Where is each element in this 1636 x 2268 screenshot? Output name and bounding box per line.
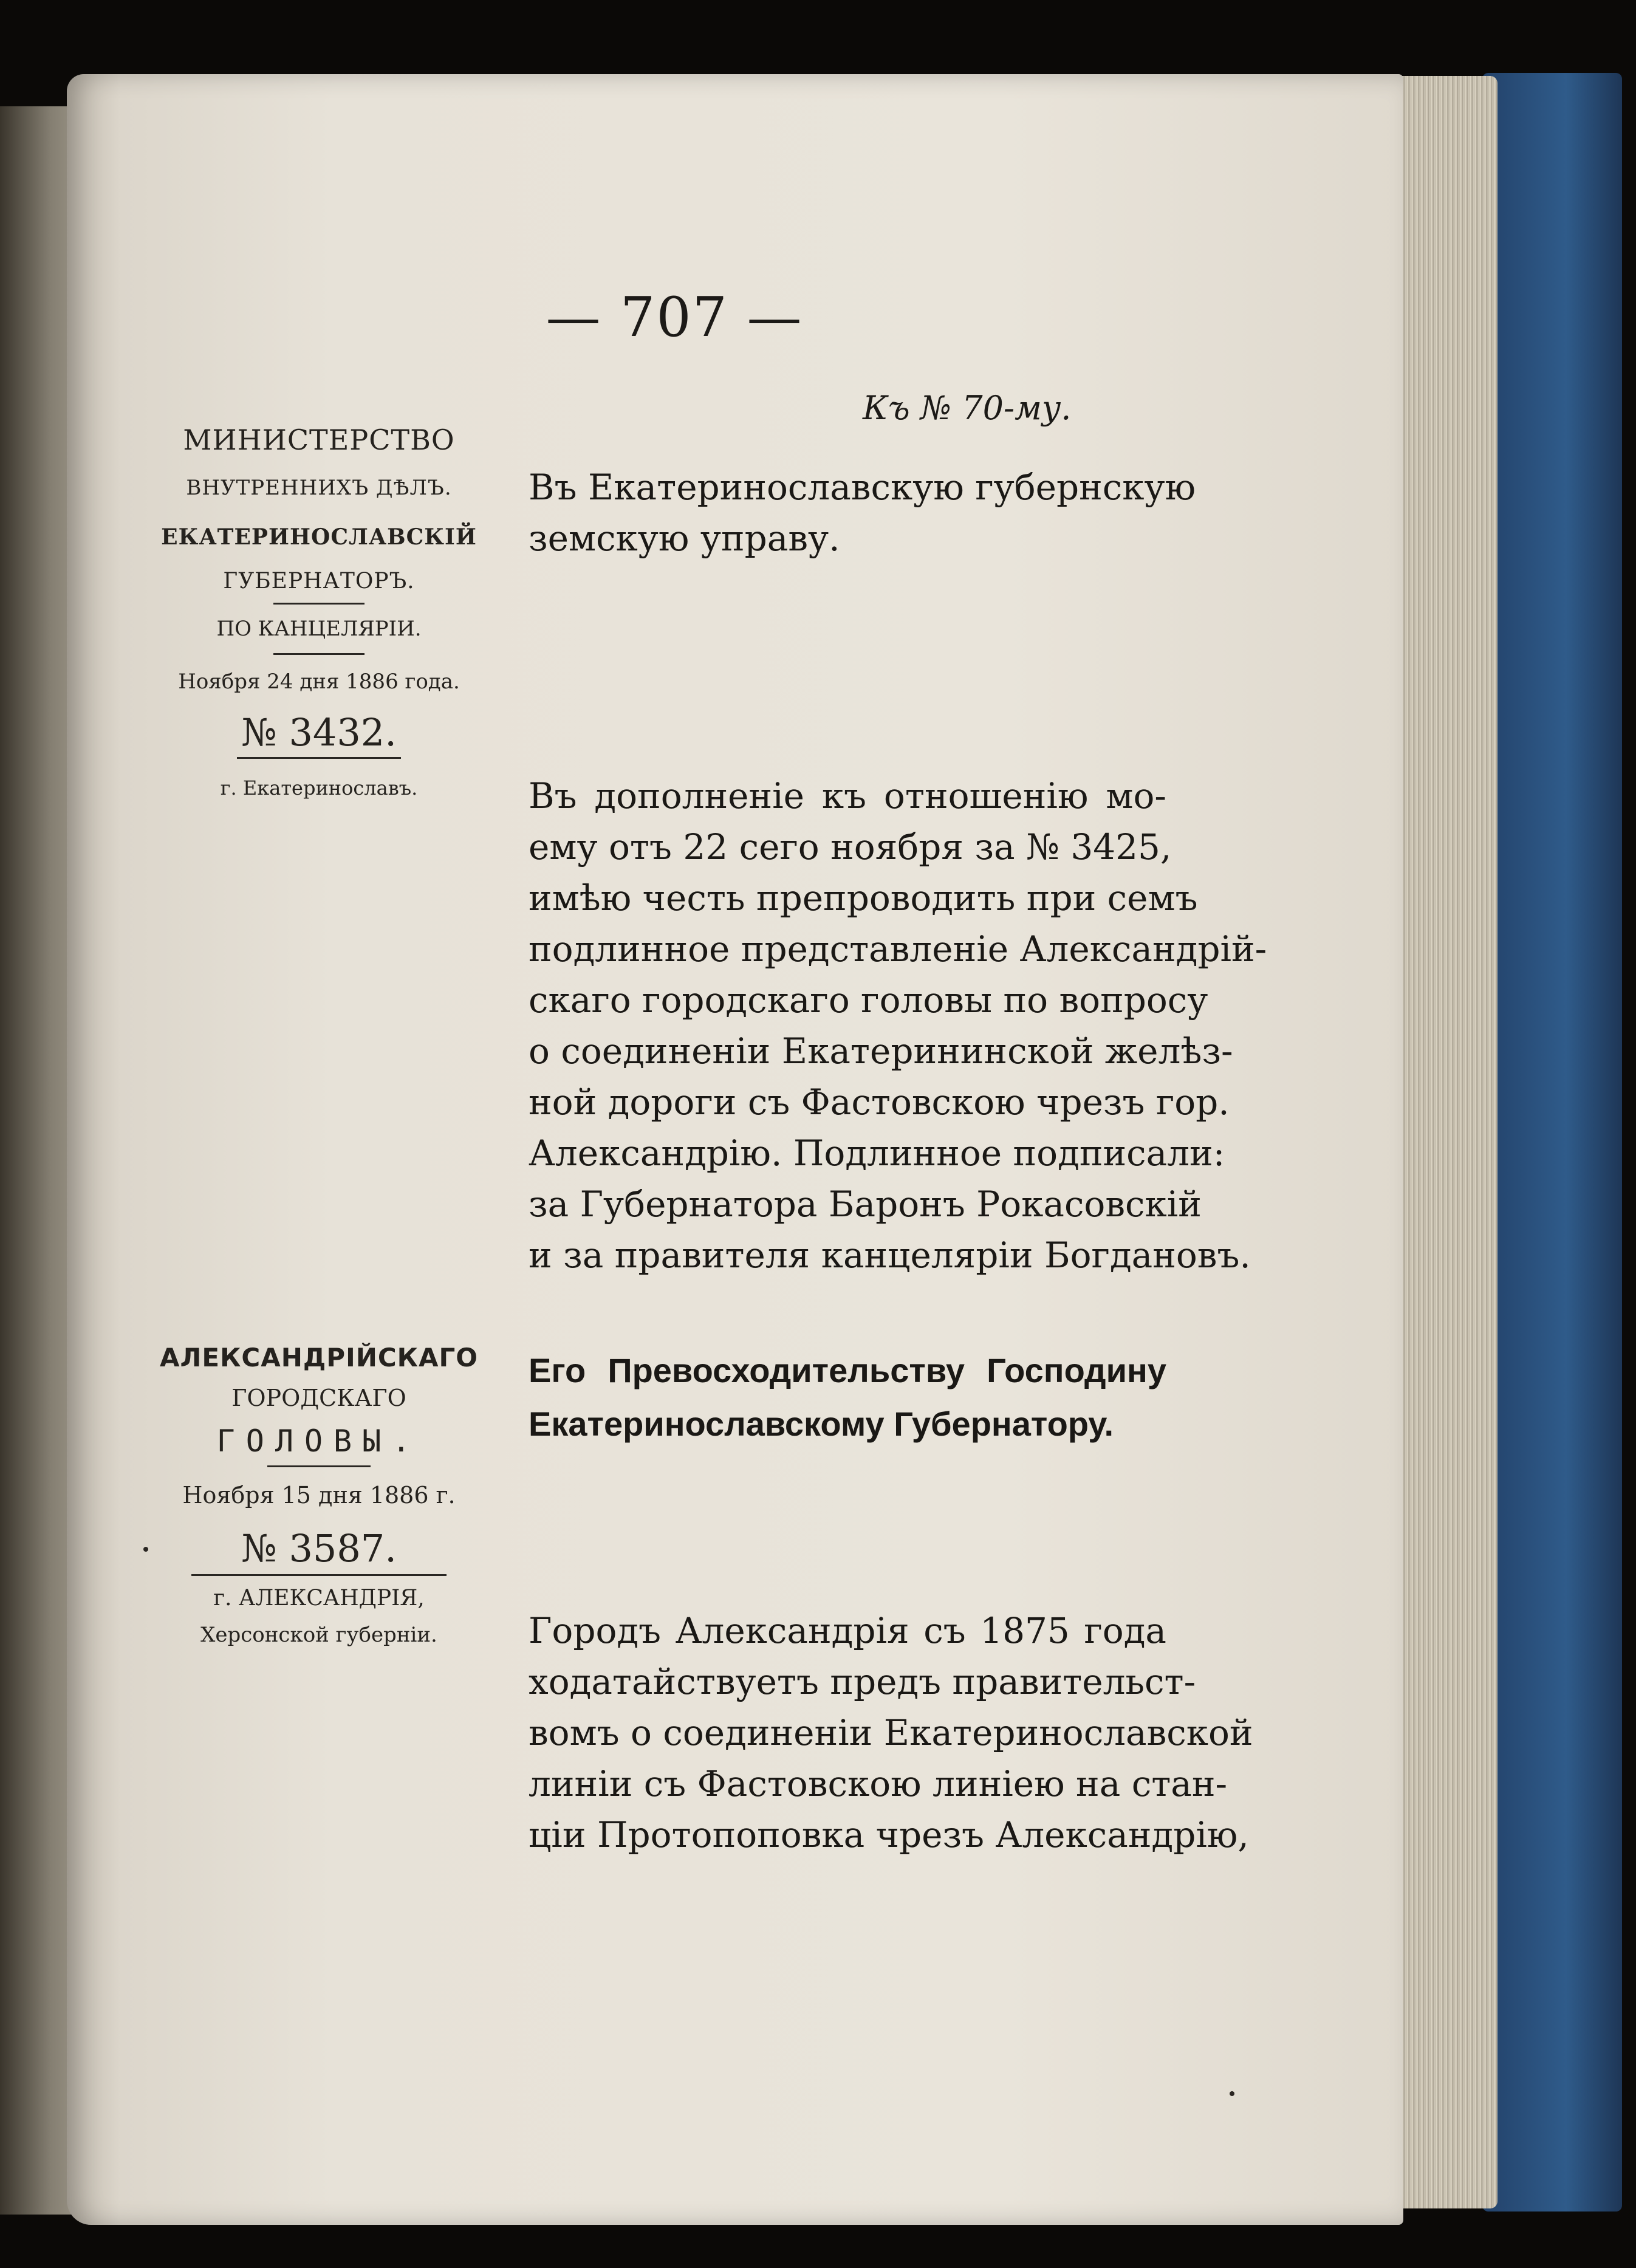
sender-location: г. Екатеринославъ. xyxy=(220,776,418,800)
body-line: и за правителя канцеляріи Богдановъ. xyxy=(529,1235,1251,1276)
body-line: линіи съ Фастовскою линіею на стан- xyxy=(529,1763,1228,1804)
sender-line: ЕКАТЕРИНОСЛАВСКІЙ xyxy=(161,524,477,550)
body-line: подлинное представленіе Александрій- xyxy=(529,928,1267,970)
sender-line: ГОЛОВЫ. xyxy=(216,1423,422,1459)
sender-location: г. АЛЕКСАНДРІЯ, xyxy=(213,1586,425,1611)
document-date: Ноября 24 дня 1886 года. xyxy=(178,670,460,694)
sender-block-governor xyxy=(149,418,489,817)
body-line: за Губернатора Баронъ Рокасовскій xyxy=(529,1184,1202,1225)
body-line: скаго городскаго головы по вопросу xyxy=(529,979,1208,1021)
sender-line: МИНИСТЕРСТВО xyxy=(183,423,455,456)
body-line: вомъ о соединеніи Екатеринославской xyxy=(529,1712,1253,1753)
sender-line: ГОРОДСКАГО xyxy=(231,1385,406,1411)
letter-body xyxy=(529,770,1267,1281)
addressee-line: земскую управу. xyxy=(529,518,840,559)
addressee-block xyxy=(529,462,1196,564)
sender-location: Херсонской губерніи. xyxy=(200,1623,437,1647)
sender-line: ПО КАНЦЕЛЯРІИ. xyxy=(216,617,422,641)
paper-speck xyxy=(1230,2091,1234,2096)
addressee-block xyxy=(529,1344,1166,1451)
sender-block-mayor xyxy=(149,1337,489,1649)
body-line: Въ дополненіе къ отношенію мо- xyxy=(529,775,1166,817)
addressee-line: Въ Екатеринославскую губернскую xyxy=(529,467,1196,508)
body-line: ціи Протопоповка чрезъ Александрію, xyxy=(529,1814,1249,1855)
addressee-line: Екатеринославскому Губернатору. xyxy=(529,1405,1114,1443)
body-line: о соединеніи Екатерининской желѣз- xyxy=(529,1030,1233,1072)
sender-line: ВНУТРЕННИХЪ ДѢЛЪ. xyxy=(186,476,452,500)
body-line: ему отъ 22 сего ноября за № 3425, xyxy=(529,826,1172,868)
sender-line: АЛЕКСАНДРІЙСКАГО xyxy=(160,1343,478,1372)
page-stack-edge xyxy=(1391,76,1497,2208)
page-number: — 707 — xyxy=(546,286,803,349)
body-line: ной дороги съ Фастовскою чрезъ гор. xyxy=(529,1081,1230,1123)
body-line: ходатайствуетъ предъ правительст- xyxy=(529,1661,1196,1702)
body-line: Городъ Александрія съ 1875 года xyxy=(529,1610,1166,1651)
body-line: Александрію. Подлинное подписали: xyxy=(529,1132,1225,1174)
body-line: имѣю честь препроводить при семъ xyxy=(529,877,1198,919)
paper-speck xyxy=(143,1547,148,1552)
book-cover-edge xyxy=(1482,73,1622,2211)
letter-body xyxy=(529,1605,1253,1860)
document-number: № 3432. xyxy=(241,710,397,755)
document-number: № 3587. xyxy=(241,1526,397,1571)
sender-line: ГУБЕРНАТОРЪ. xyxy=(223,569,415,594)
document-date: Ноября 15 дня 1886 г. xyxy=(182,1482,456,1509)
annex-reference: Къ № 70-му. xyxy=(863,389,1072,427)
addressee-line: Его Превосходительству Господину xyxy=(529,1351,1166,1389)
